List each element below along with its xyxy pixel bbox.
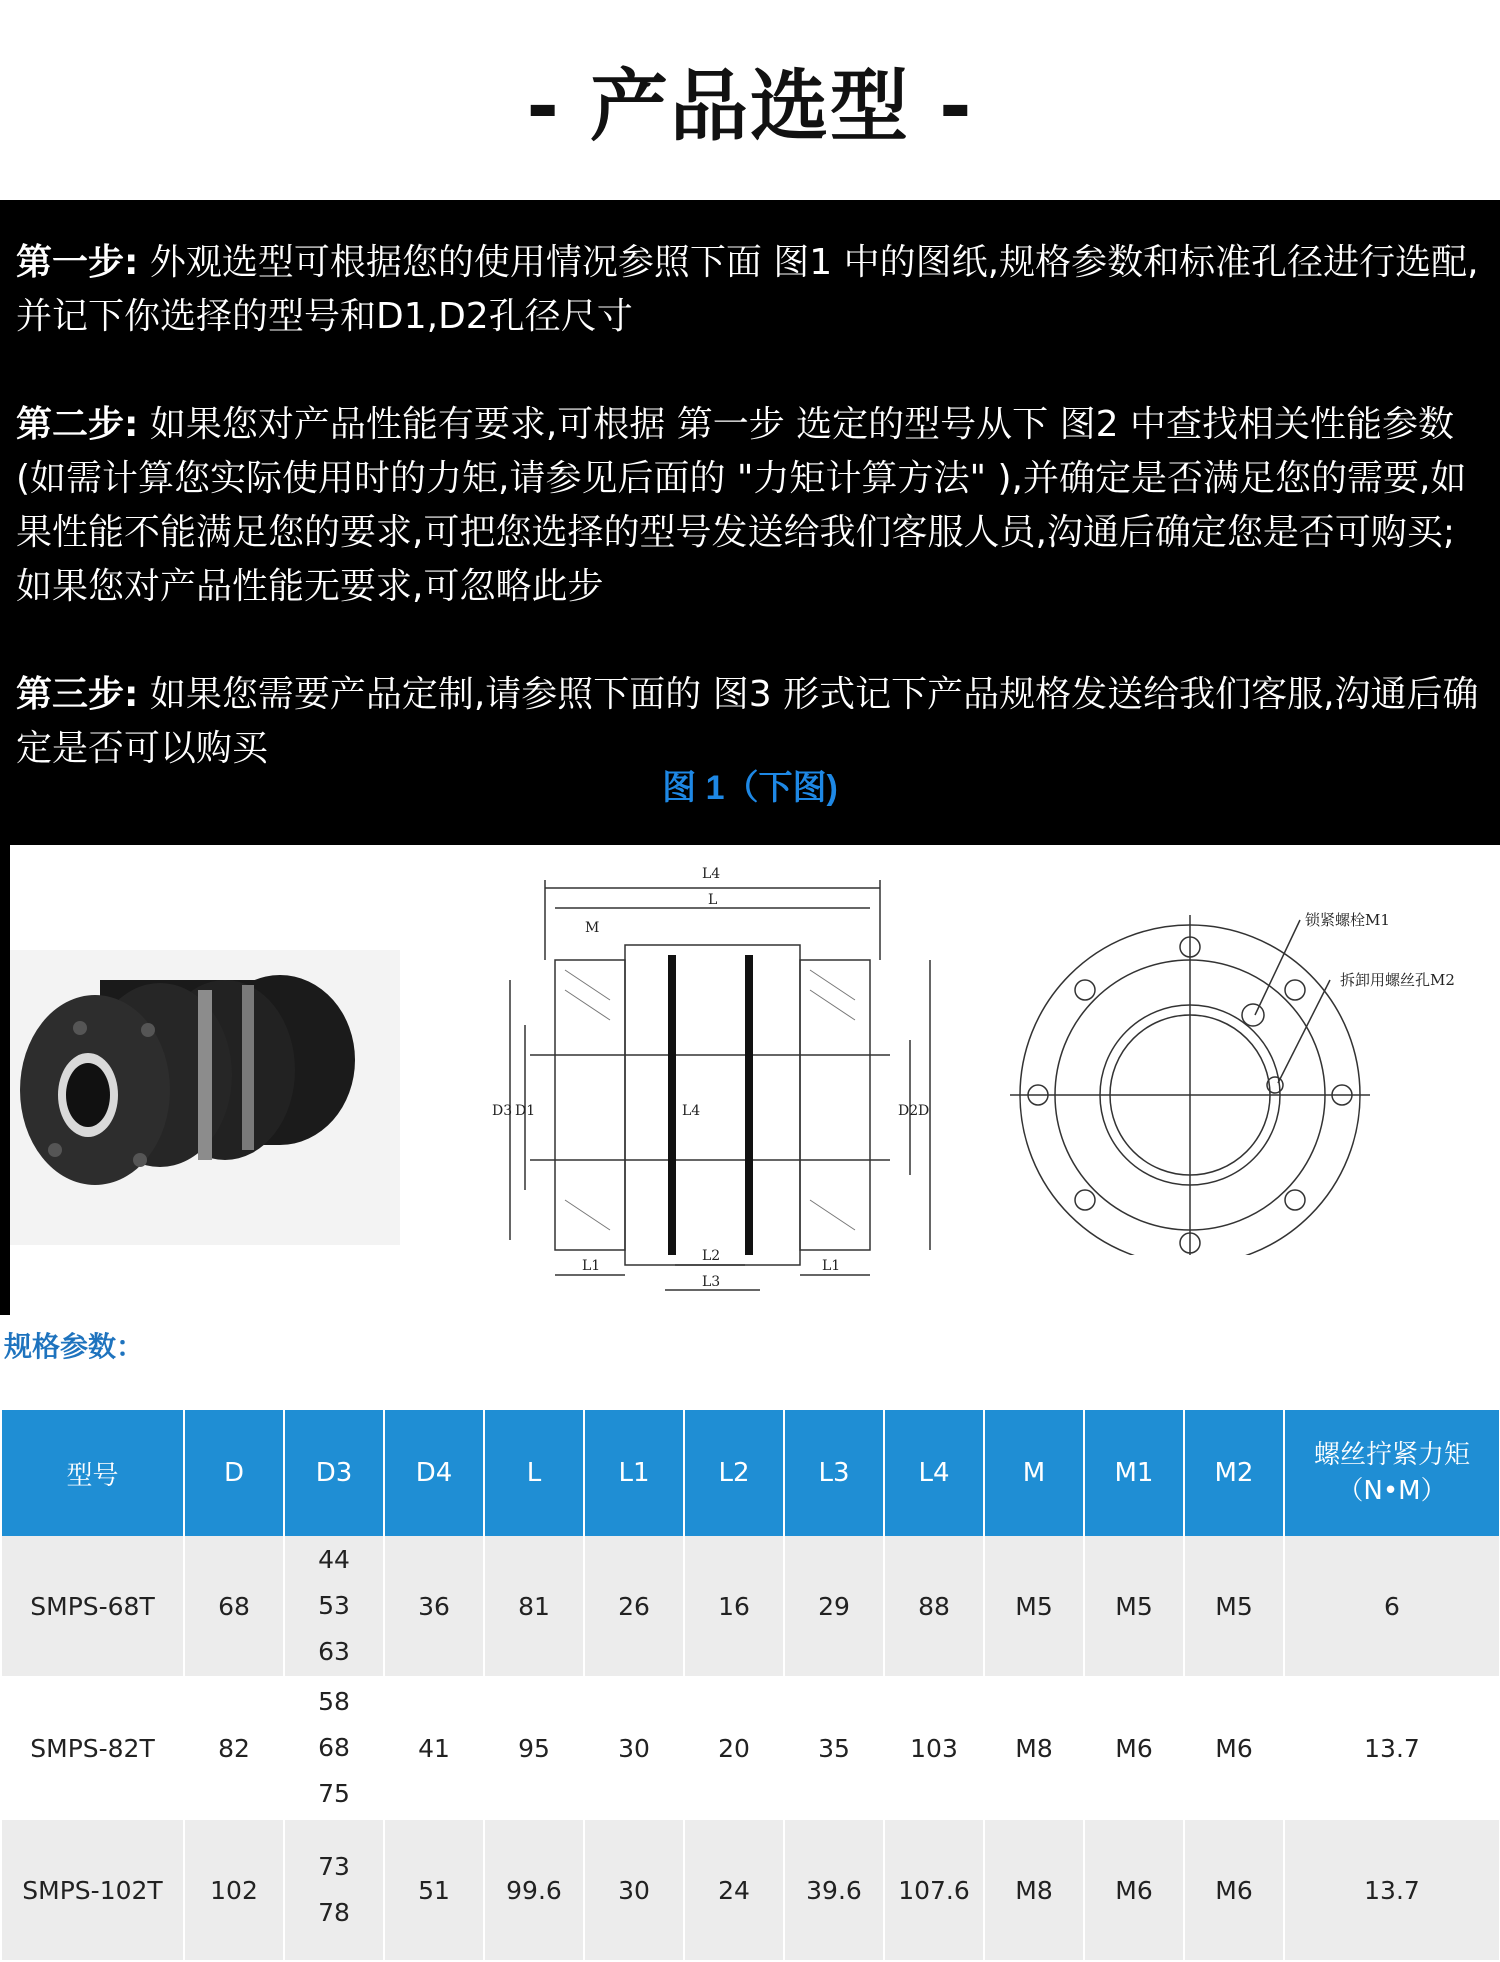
cell-L1: 26 xyxy=(584,1536,684,1677)
step-1-lead: 第一步: xyxy=(16,242,139,283)
cell-L: 95 xyxy=(484,1677,584,1819)
label-L4-inner: L4 xyxy=(682,1103,701,1119)
header-D4: D4 xyxy=(384,1410,484,1536)
cell-torque: 6 xyxy=(1284,1536,1500,1677)
cell-L3: 29 xyxy=(784,1536,884,1677)
header-model: 型号 xyxy=(2,1410,184,1536)
cell-L1: 30 xyxy=(584,1677,684,1819)
cell-M1: M6 xyxy=(1084,1819,1184,1961)
cell-M2: M6 xyxy=(1184,1677,1284,1819)
step-3-lead: 第三步: xyxy=(16,674,139,715)
header-L1: L1 xyxy=(584,1410,684,1536)
cell-D3-value: 63 xyxy=(318,1637,350,1666)
cell-D4: 51 xyxy=(384,1819,484,1961)
header-M: M xyxy=(984,1410,1084,1536)
page-title: - 产品选型 - xyxy=(526,62,974,152)
label-D3: D3 xyxy=(492,1103,513,1119)
step-3-text: 如果您需要产品定制,请参照下面的 图3 形式记下产品规格发送给我们客服,沟通后确定是否可以购买 xyxy=(16,674,1479,769)
label-L4: L4 xyxy=(702,866,721,882)
cell-model: SMPS-102T xyxy=(2,1819,184,1961)
cell-D: 68 xyxy=(184,1536,284,1677)
label-L1-right: L1 xyxy=(822,1258,841,1274)
header-L3: L3 xyxy=(784,1410,884,1536)
step-2 xyxy=(16,398,1484,614)
label-D1: D1 xyxy=(515,1103,536,1119)
label-L2: L2 xyxy=(702,1248,721,1264)
cell-D3-value: 58 xyxy=(318,1687,350,1716)
coupling-section-drawing xyxy=(470,860,950,1300)
cell-L1: 30 xyxy=(584,1819,684,1961)
header-M2: M2 xyxy=(1184,1410,1284,1536)
header-D3: D3 xyxy=(284,1410,384,1536)
cell-D3 xyxy=(284,1536,384,1677)
header-D: D xyxy=(184,1410,284,1536)
cell-D4: 36 xyxy=(384,1536,484,1677)
cell-L3: 39.6 xyxy=(784,1819,884,1961)
cell-D3-value: 68 xyxy=(318,1733,350,1762)
cell-D4: 41 xyxy=(384,1677,484,1819)
header-torque xyxy=(1284,1410,1500,1536)
cell-D3-value: 78 xyxy=(318,1898,350,1927)
table-row xyxy=(2,1819,1500,1961)
cell-D3 xyxy=(284,1819,384,1961)
cell-M: M5 xyxy=(984,1536,1084,1677)
cell-D: 82 xyxy=(184,1677,284,1819)
figure-1-caption: 图 1（下图) xyxy=(662,769,838,807)
coupling-side-view xyxy=(1010,895,1480,1255)
black-edge xyxy=(0,845,10,1315)
cell-D3-value: 44 xyxy=(318,1545,350,1574)
cell-M1: M5 xyxy=(1084,1536,1184,1677)
cell-M: M8 xyxy=(984,1819,1084,1961)
cell-L4: 103 xyxy=(884,1677,984,1819)
cell-L4: 88 xyxy=(884,1536,984,1677)
spec-table xyxy=(2,1410,1500,1962)
coupling-photo xyxy=(10,950,400,1245)
label-m1-note: 锁紧螺栓M1 xyxy=(1305,911,1390,929)
step-2-lead: 第二步: xyxy=(16,404,139,445)
header-L: L xyxy=(484,1410,584,1536)
cell-model: SMPS-82T xyxy=(2,1677,184,1819)
cell-D: 102 xyxy=(184,1819,284,1961)
header-L4: L4 xyxy=(884,1410,984,1536)
cell-D3 xyxy=(284,1677,384,1819)
table-row xyxy=(2,1677,1500,1819)
cell-L: 99.6 xyxy=(484,1819,584,1961)
cell-L2: 16 xyxy=(684,1536,784,1677)
cell-L4: 107.6 xyxy=(884,1819,984,1961)
label-L1-left: L1 xyxy=(582,1258,601,1274)
label-L: L xyxy=(708,892,718,908)
cell-L2: 20 xyxy=(684,1677,784,1819)
header-L2: L2 xyxy=(684,1410,784,1536)
cell-M1: M6 xyxy=(1084,1677,1184,1819)
cell-model: SMPS-68T xyxy=(2,1536,184,1677)
step-1 xyxy=(16,236,1484,344)
spec-title: 规格参数： xyxy=(4,1330,145,1363)
cell-M: M8 xyxy=(984,1677,1084,1819)
selection-steps xyxy=(0,200,1500,845)
cell-D3-value: 53 xyxy=(318,1591,350,1620)
label-D2: D2 xyxy=(898,1103,919,1119)
cell-L: 81 xyxy=(484,1536,584,1677)
spec-header-row xyxy=(2,1410,1500,1536)
header-torque-line1: 螺丝拧紧力矩 xyxy=(1313,1440,1470,1470)
cell-L2: 24 xyxy=(684,1819,784,1961)
cell-M2: M6 xyxy=(1184,1819,1284,1961)
step-1-text: 外观选型可根据您的使用情况参照下面 图1 中的图纸,规格参数和标准孔径进行选配,并记下你选择的型号和D1,D2孔径尺寸 xyxy=(16,242,1479,337)
cell-L3: 35 xyxy=(784,1677,884,1819)
cell-D3-value: 73 xyxy=(318,1852,350,1881)
cell-M2: M5 xyxy=(1184,1536,1284,1677)
cell-D3-value: 75 xyxy=(318,1779,350,1808)
label-M: M xyxy=(585,920,600,936)
label-L3: L3 xyxy=(702,1274,721,1290)
cell-torque: 13.7 xyxy=(1284,1819,1500,1961)
title-band xyxy=(0,0,1500,200)
header-M1: M1 xyxy=(1084,1410,1184,1536)
label-m2-note: 拆卸用螺丝孔M2 xyxy=(1340,971,1455,989)
label-D: D xyxy=(918,1103,930,1119)
step-2-text: 如果您对产品性能有要求,可根据 第一步 选定的型号从下 图2 中查找相关性能参数(如需计算您实际使用时的力矩,请参见后面的 "力矩计算方法" ),并确定是否满足您的需要,如果性能不能满足您的要求,可把您选择的型号发送给我们客服人员,沟通后确定您是否可购买;如果您对产品性能无要求,可忽略此步 xyxy=(16,404,1467,607)
table-row xyxy=(2,1536,1500,1677)
header-torque-line2: （N•M） xyxy=(1337,1476,1447,1506)
cell-torque: 13.7 xyxy=(1284,1677,1500,1819)
